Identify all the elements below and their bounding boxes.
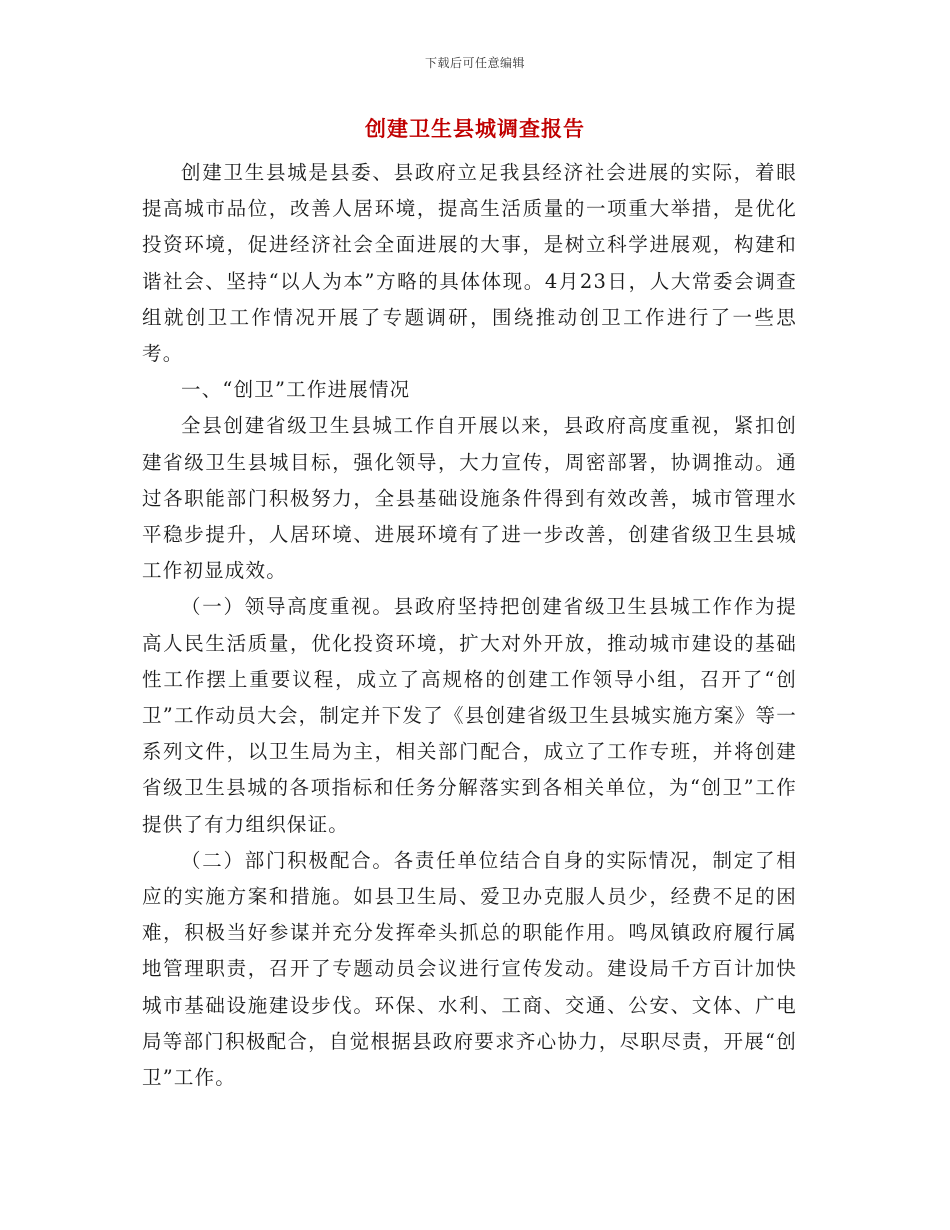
paragraph-leadership: （一）领导高度重视。县政府坚持把创建省级卫生县城工作作为提高人民生活质量，优化投资环境，扩大对外开放，推动城市建设的基础性工作摆上重要议程，成立了高规格的创建工作领导小组，召开了“创卫”工作动员大会，制定并下发了《县创建省级卫生县城实施方案》等一系列文件，以卫生局为主，相关部门配合，成立了工作专班，并将创建省级卫生县城的各项指标和任务分解落实到各相关单位，为“创卫”工作提供了有力组织保证。: [142, 595, 797, 836]
document-title: 创建卫生县城调查报告: [365, 116, 585, 141]
paragraph-overview: 全县创建省级卫生县城工作自开展以来，县政府高度重视，紧扣创建省级卫生县城目标，强化领导，大力宣传，周密部署，协调推动。通过各职能部门积极努力，全县基础设施条件得到有效改善，城市管理水平稳步提升，人居环境、进展环境有了进一步改善，创建省级卫生县城工作初显成效。: [142, 414, 797, 583]
header-note: 下载后可任意编辑: [424, 56, 525, 70]
paragraph-intro: 创建卫生县城是县委、县政府立足我县经济社会进展的实际，着眼提高城市品位，改善人居环境，提高生活质量的一项重大举措，是优化投资环境，促进经济社会全面进展的大事，是树立科学进展观，构建和谐社会、坚持“以人为本”方略的具体体现。4月23日，人大常委会调查组就创卫工作情况开展了专题调研，围绕推动创卫工作进行了一些思考。: [142, 161, 797, 366]
paragraph-departments: （二）部门积极配合。各责任单位结合自身的实际情况，制定了相应的实施方案和措施。如县卫生局、爱卫办克服人员少，经费不足的困难，积极当好参谋并充分发挥牵头抓总的职能作用。鸣凤镇政府履行属地管理职责，召开了专题动员会议进行宣传发动。建设局千方百计加快城市基础设施建设步伐。环保、水利、工商、交通、公安、文体、广电局等部门积极配合，自觉根据县政府要求齐心协力，尽职尽责，开展“创卫”工作。: [142, 848, 797, 1090]
section-heading-1: 一、“创卫”工作进展情况: [181, 378, 411, 402]
document-body: [142, 155, 797, 1096]
